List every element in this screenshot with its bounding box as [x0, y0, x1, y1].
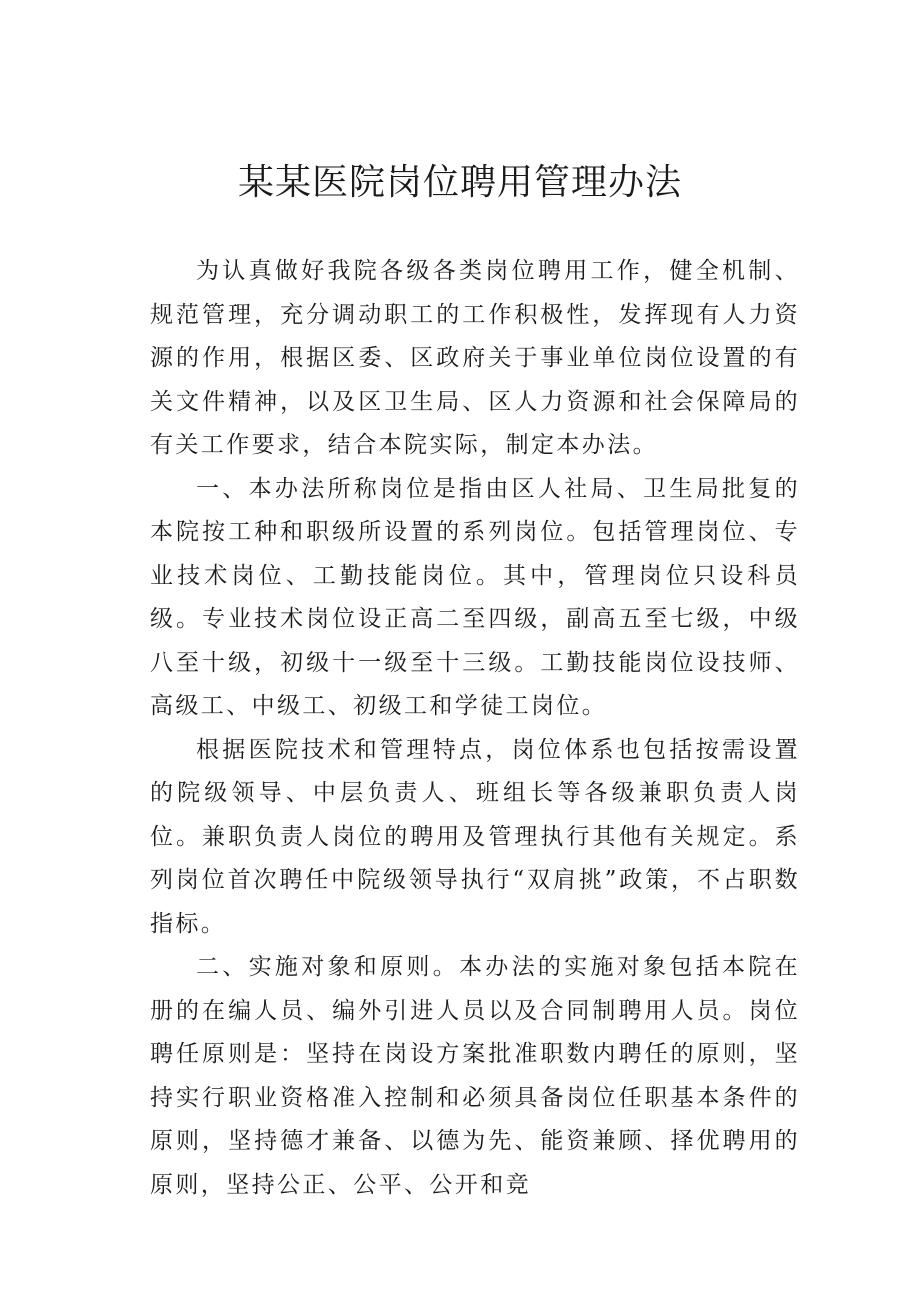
paragraph-intro: 为认真做好我院各级各类岗位聘用工作，健全机制、规范管理，充分调动职工的工作积极性，发挥现有人力资源的作用，根据区委、区政府关于事业单位岗位设置的有关文件精神，以及区卫生局、区人力资源和社会保障局的有关工作要求，结合本院实际，制定本办法。	[150, 258, 800, 458]
paragraph-section-1: 一、本办法所称岗位是指由区人社局、卫生局批复的本院按工种和职级所设置的系列岗位。包括管理岗位、专业技术岗位、工勤技能岗位。其中，管理岗位只设科员级。专业技术岗位设正高二至四级，副高五至七级，中级八至十级，初级十一级至十三级。工勤技能岗位设技师、高级工、中级工、初级工和学徒工岗位。	[150, 475, 800, 719]
document-body	[150, 250, 800, 1207]
paragraph-section-2: 二、实施对象和原则。本办法的实施对象包括本院在册的在编人员、编外引进人员以及合同制聘用人员。岗位聘任原则是：坚持在岗设方案批准职数内聘任的原则，坚持实行职业资格准入控制和必须具备岗位任职基本条件的原则，坚持德才兼备、以德为先、能资兼顾、择优聘用的原则，坚持公正、公平、公开和竞	[150, 954, 800, 1198]
document-title: 某某医院岗位聘用管理办法	[237, 162, 682, 203]
paragraph-section-1-supplement: 根据医院技术和管理特点，岗位体系也包括按需设置的院级领导、中层负责人、班组长等各级兼职负责人岗位。兼职负责人岗位的聘用及管理执行其他有关规定。系列岗位首次聘任中院级领导执行“双肩挑”政策，不占职数指标。	[150, 736, 800, 937]
